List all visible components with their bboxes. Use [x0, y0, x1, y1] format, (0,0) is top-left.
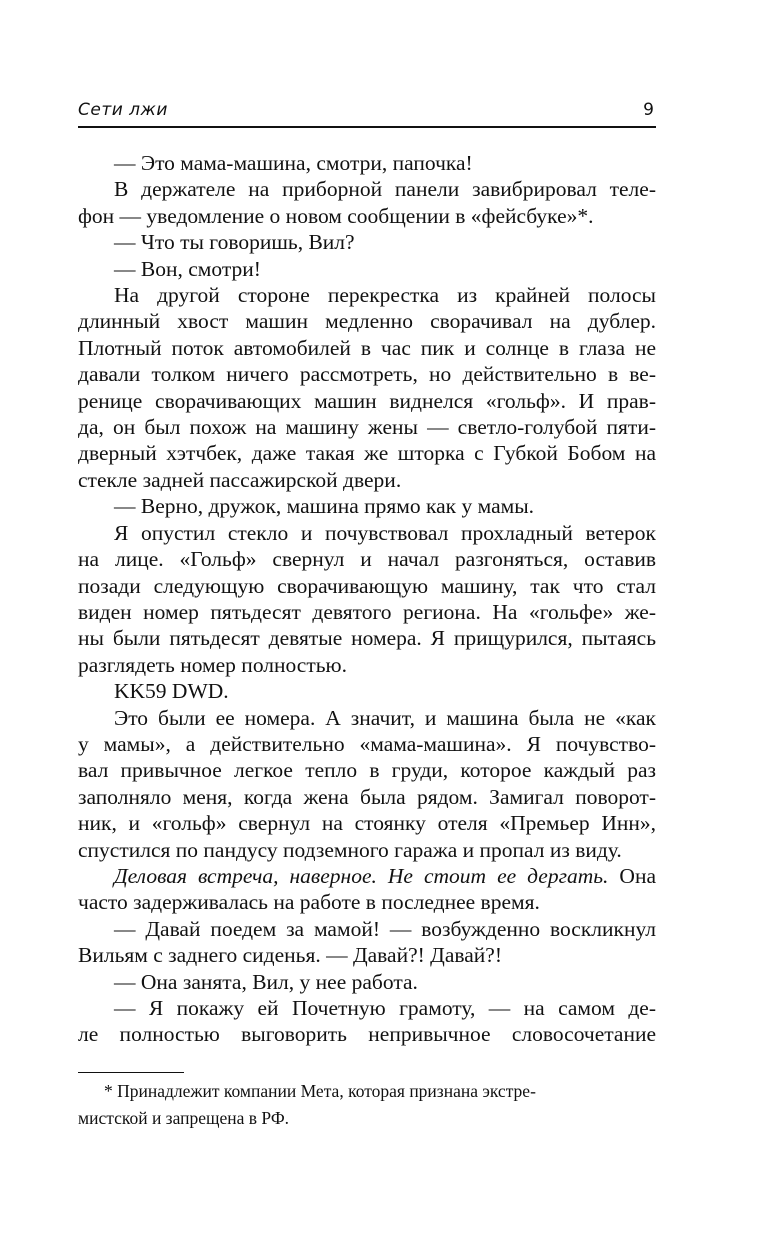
paragraph: [78, 176, 656, 202]
paragraph-continuation: [78, 599, 656, 625]
paragraph: [78, 705, 656, 731]
running-head: [78, 98, 656, 128]
paragraph: [78, 150, 656, 176]
text-line: В держателе на приборной панели завибрировал теле-: [114, 177, 656, 202]
text-line: ны были пятьдесят девятые номера. Я прищурился, пытаясь: [78, 626, 656, 651]
paragraph-continuation: [78, 335, 656, 361]
text-line: — Она занята, Вил, у нее работа.: [114, 969, 418, 994]
paragraph-continuation: [78, 757, 656, 783]
paragraph-continuation: [78, 546, 656, 572]
text-line: часто задерживалась на работе в последнее время.: [78, 890, 540, 915]
paragraph-continuation: [78, 203, 656, 229]
body-text: [78, 150, 656, 1048]
paragraph-continuation: [78, 889, 656, 915]
text-line: ле полностью выговорить непривычное словосочетание: [78, 1022, 656, 1047]
paragraph-continuation: [78, 308, 656, 334]
page-number: 9: [643, 100, 654, 120]
text-line: На другой стороне перекрестка из крайней полосы: [114, 283, 656, 308]
text-line: — Верно, дружок, машина прямо как у мамы.: [114, 494, 535, 519]
paragraph-continuation: [78, 942, 656, 968]
text-line: заполняло меня, когда жена была рядом. Замигал поворот-: [78, 784, 656, 809]
text-line: стекле задней пассажирской двери.: [78, 467, 402, 492]
text-line: давали толком ничего рассмотреть, но действительно в ве-: [78, 362, 656, 387]
text-line: да, он был похож на машину жены — светло-голубой пяти-: [78, 415, 656, 440]
text-line: разглядеть номер полностью.: [78, 652, 347, 677]
paragraph-continuation: [78, 625, 656, 651]
book-title: Сети лжи: [78, 100, 168, 120]
text-line: ренице сворачивающих машин виднелся «гольф». И прав-: [78, 388, 656, 413]
text-line: * Принадлежит компании Мета, которая признана экстре-: [104, 1081, 536, 1101]
text-line: виден номер пятьдесят девятого региона. На «гольфе» же-: [78, 599, 656, 624]
text-line: мистской и запрещена в РФ.: [78, 1108, 290, 1128]
paragraph-continuation: [78, 414, 656, 440]
paragraph-continuation: [78, 440, 656, 466]
text-line: — Давай поедем за мамой! — возбужденно воскликнул: [114, 916, 656, 941]
paragraph-continuation: [78, 467, 656, 493]
text-line: Это были ее номера. А значит, и машина была не «как: [114, 705, 656, 730]
paragraph: [78, 678, 656, 704]
paragraph: [78, 916, 656, 942]
paragraph-continuation: [78, 361, 656, 387]
text-fragment: Она: [608, 863, 656, 888]
paragraph-continuation: [78, 1021, 656, 1047]
paragraph: [78, 256, 656, 282]
text-line: — Я покажу ей Почетную грамоту, — на самом де-: [114, 996, 656, 1020]
paragraph-continuation: [78, 731, 656, 757]
footnote-line: [78, 1105, 656, 1132]
text-line: дверный хэтчбек, даже такая же шторка с Губкой Бобом на: [78, 441, 656, 466]
text-line: вал привычное легкое тепло в груди, которое каждый раз: [78, 758, 656, 783]
text-line: длинный хвост машин медленно сворачивал на дублер.: [78, 309, 656, 334]
text-line: — Вон, смотри!: [114, 256, 261, 281]
paragraph: [78, 520, 656, 546]
paragraph: [78, 282, 656, 308]
text-line: ник, и «гольф» свернул на стоянку отеля «Премьер Инн»,: [78, 811, 656, 836]
text-line: Вильям с заднего сиденья. — Давай?! Давай?!: [78, 943, 502, 968]
text-line: позади следующую сворачивающую машину, так что стал: [78, 573, 656, 598]
text-line: — Это мама-машина, смотри, папочка!: [114, 151, 473, 175]
footnote: [78, 1078, 656, 1132]
paragraph-continuation: [78, 784, 656, 810]
paragraph: [78, 969, 656, 995]
paragraph: [78, 229, 656, 255]
text-line: фон — уведомление о новом сообщении в «фейсбуке»*.: [78, 203, 594, 228]
footnote-line: [78, 1078, 656, 1105]
paragraph: [78, 995, 656, 1021]
text-line: на лице. «Гольф» свернул и начал разгоняться, оставив: [78, 547, 656, 572]
paragraph: [78, 863, 656, 889]
paragraph-continuation: [78, 652, 656, 678]
paragraph-continuation: [78, 837, 656, 863]
paragraph: [78, 493, 656, 519]
footnote-divider: [78, 1072, 184, 1073]
text-line: у мамы», а действительно «мама-машина». Я почувство-: [78, 731, 656, 756]
license-plate-line: KK59 DWD.: [114, 679, 229, 704]
text-line: спустился по пандусу подземного гаража и пропал из виду.: [78, 837, 622, 862]
paragraph-continuation: [78, 810, 656, 836]
italic-thought: Деловая встреча, наверное. Не стоит ее дергать.: [114, 863, 609, 888]
text-line: — Что ты говоришь, Вил?: [114, 230, 355, 255]
paragraph-continuation: [78, 573, 656, 599]
paragraph-continuation: [78, 388, 656, 414]
text-line: Я опустил стекло и почувствовал прохладный ветерок: [114, 520, 656, 545]
text-line: Плотный поток автомобилей в час пик и солнце в глаза не: [78, 335, 656, 360]
